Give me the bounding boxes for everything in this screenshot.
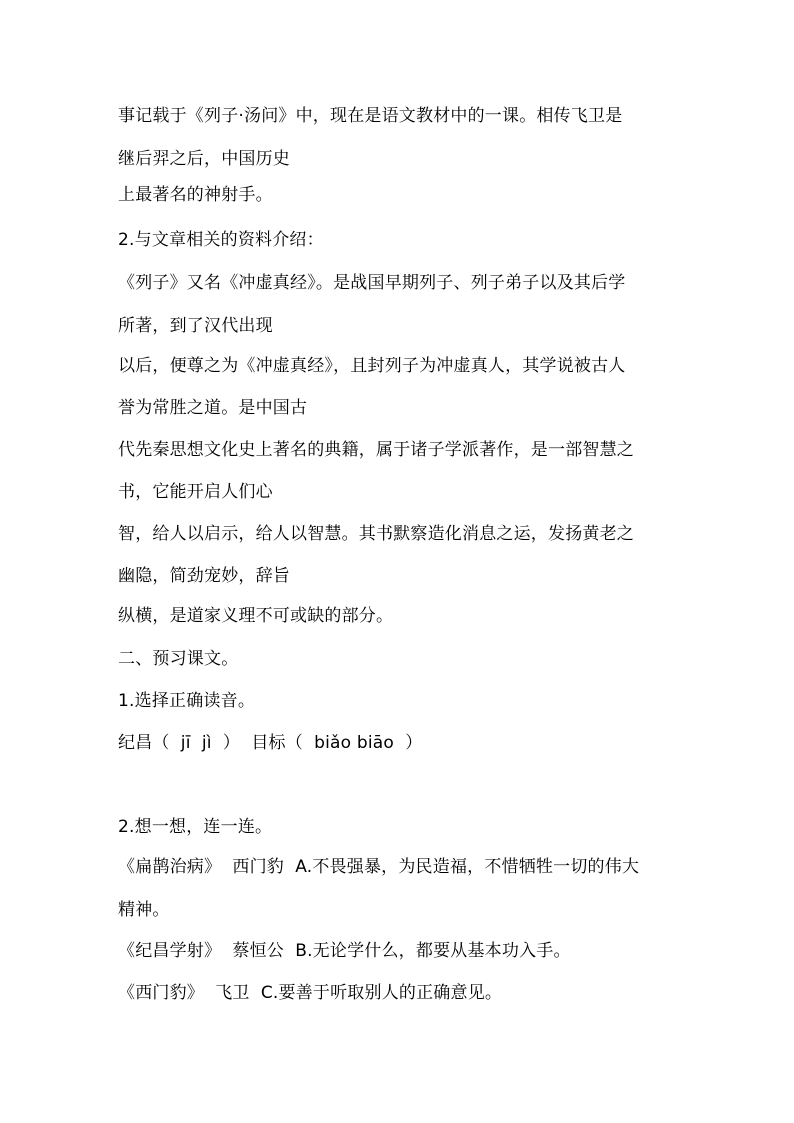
text-line-11: 智，给人以启示，给人以智慧。其书默察造化消息之运，发扬黄老之 bbox=[118, 524, 634, 544]
text-line-13: 纵横，是道家义理不可或缺的部分。 bbox=[118, 606, 394, 626]
matching-row-2: 《纪昌学射》 蔡恒公 B.无论学什么，都要从基本功入手。 bbox=[118, 941, 571, 961]
matching-row-3: 《西门豹》 飞卫 C.要善于听取别人的正确意见。 bbox=[118, 983, 503, 1003]
text-line-2: 继后羿之后，中国历史 bbox=[118, 149, 290, 169]
question-1-title: 1.选择正确读音。 bbox=[118, 691, 256, 711]
text-line-6: 所著，到了汉代出现 bbox=[118, 316, 273, 336]
text-line-10: 书，它能开启人们心 bbox=[118, 482, 273, 502]
text-line-12: 幽隐，简劲宠妙，辞旨 bbox=[118, 566, 290, 586]
text-line-3: 上最著名的神射手。 bbox=[118, 185, 273, 205]
text-line-4: 2.与文章相关的资料介绍： bbox=[118, 230, 324, 250]
text-line-7: 以后，便尊之为《冲虚真经》，且封列子为冲虚真人，其学说被古人 bbox=[118, 356, 626, 376]
question-2-title: 2.想一想，连一连。 bbox=[118, 817, 273, 837]
text-line-8: 誉为常胜之道。是中国古 bbox=[118, 398, 308, 418]
text-line-5: 《列子》又名《冲虚真经》。是战国早期列子、列子弟子以及其后学 bbox=[118, 273, 626, 293]
question-1-pinyin: 纪昌（ jī jì ） 目标（ biǎo biāo ） bbox=[118, 733, 423, 753]
matching-row-1: 《扁鹊治病》 西门豹 A.不畏强暴，为民造福，不惜牺牲一切的伟大 bbox=[118, 857, 640, 877]
text-line-1: 事记载于《列子·汤问》中，现在是语文教材中的一课。相传飞卫是 bbox=[118, 106, 623, 126]
section-heading-preview: 二、预习课文。 bbox=[118, 649, 239, 669]
text-line-9: 代先秦思想文化史上著名的典籍，属于诸子学派著作，是一部智慧之 bbox=[118, 440, 634, 460]
matching-row-1-cont: 精神。 bbox=[118, 900, 170, 920]
